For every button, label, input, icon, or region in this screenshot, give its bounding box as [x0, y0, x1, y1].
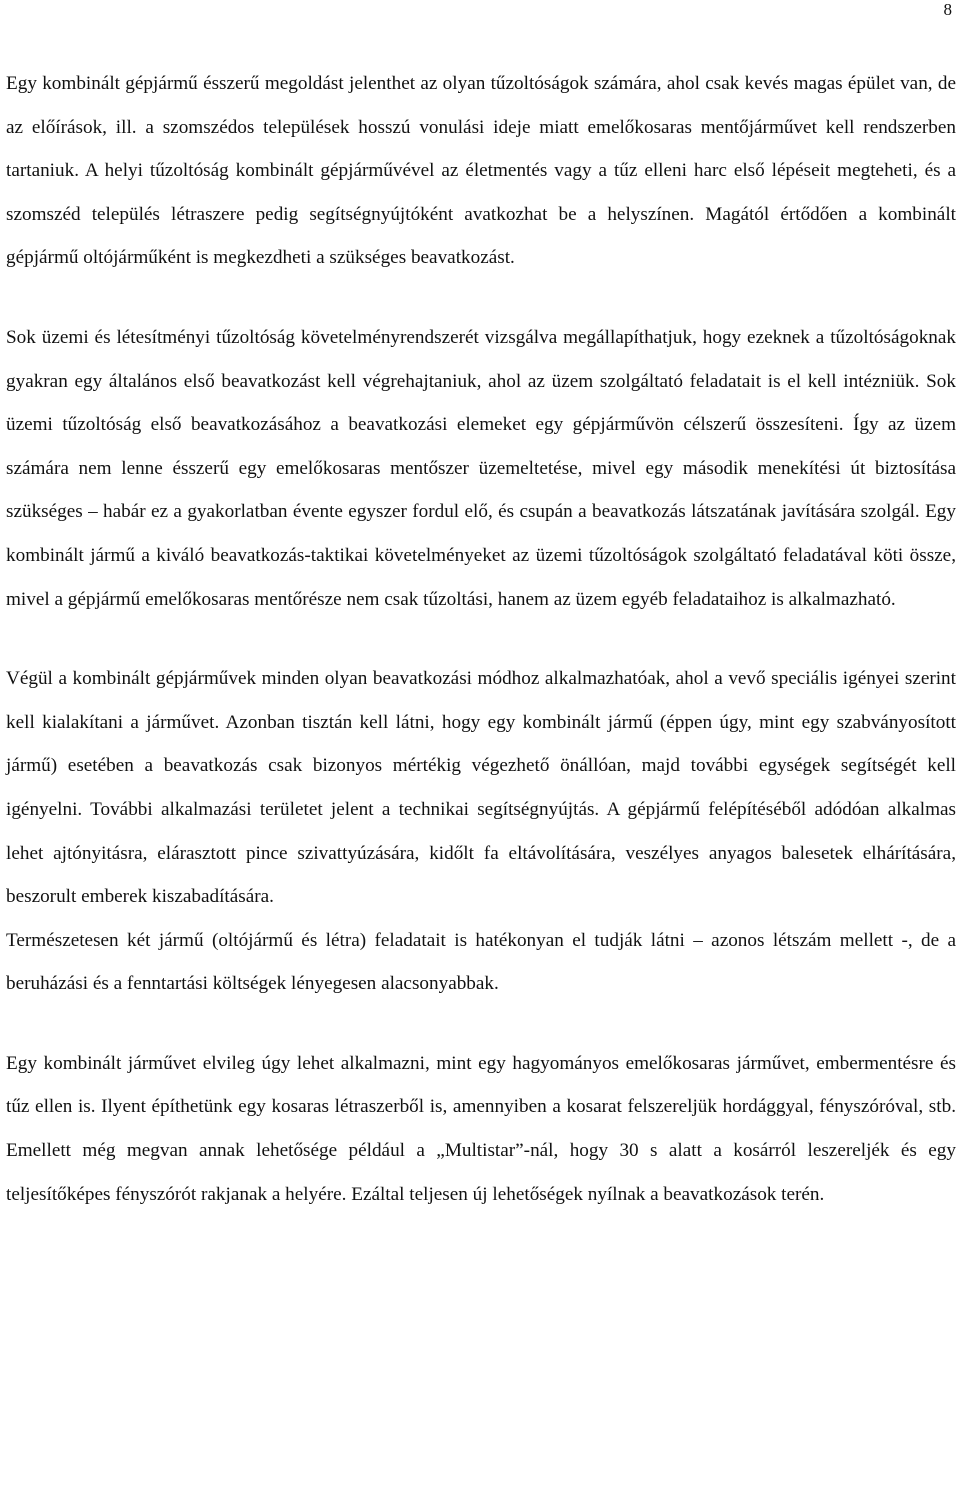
page-number: 8	[943, 0, 952, 19]
paragraph-industrial-fire-brigades: Sok üzemi és létesítményi tűzoltóság követelményrendszerét vizsgálva megállapíthatjuk, hogy ezeknek a tűzoltóságoknak gyakran egy általános első beavatkozást kell végrehajtaniuk, ahol az üzem szolgáltató feladatait is el kell intézniük. Sok üzemi tűzoltóság első beavatkozásához a beavatkozási elemeket egy gépjárművön célszerű összesíteni. Így az üzem számára nem lenne ésszerű egy emelőkosaras mentőszer üzemeltetése, mivel egy második menekítési út biztosítása szükséges – habár ez a gyakorlatban évente egyszer fordul elő, és csupán a beavatkozás látszatának javítására szolgál. Egy kombinált jármű a kiváló beavatkozás-taktikai követelményeket az üzemi tűzoltóságok szolgáltató feladatával köti össze, mivel a gépjármű emelőkosaras mentőrésze nem csak tűzoltási, hanem az üzem egyéb feladataihoz is alkalmazható.	[6, 326, 956, 610]
paragraph-combined-vehicle-small-stations: Egy kombinált gépjármű ésszerű megoldást jelenthet az olyan tűzoltóságok számára, ahol csak kevés magas épület van, de az előírások, ill. a szomszédos települések hosszú vonulási ideje miatt emelőkosaras mentőjárművet kell rendszerben tartaniuk. A helyi tűzoltóság kombinált gépjárművével az életmentés vagy a tűz elleni harc első lépéseit megteheti, és a szomszéd település létraszere pedig segítségnyújtóként avatkozhat be a helyszínen. Magától értődően a kombinált gépjármű oltójárműként is megkezdheti a szükséges beavatkozást.	[6, 73, 956, 269]
paragraph-cost-savings: Természetesen két jármű (oltójármű és létra) feladatait is hatékonyan el tudják látni – azonos létszám mellett -, de a beruházási és a fenntartási költségek lényegesen alacsonyabbak.	[6, 929, 956, 995]
paragraph-special-requirements: Végül a kombinált gépjárművek minden olyan beavatkozási módhoz alkalmazhatóak, ahol a vevő speciális igényei szerint kell kialakítani a járművet. Azonban tisztán kell látni, hogy egy kombinált jármű (éppen úgy, mint egy szabványosított jármű) esetében a beavatkozás csak bizonyos mértékig végezhető önállóan, majd további egységek segítségét kell igényelni. További alkalmazási területet jelent a technikai segítségnyújtás. A gépjármű felépítéséből adódóan alkalmas lehet ajtónyitásra, elárasztott pince szivattyúzására, kidőlt fa eltávolítására, veszélyes anyagos balesetek elhárítására, beszorult emberek kiszabadítására.	[6, 668, 956, 908]
document-body	[6, 62, 956, 1216]
paragraph-rescue-applications: Egy kombinált járművet elvileg úgy lehet alkalmazni, mint egy hagyományos emelőkosaras járművet, embermentésre és tűz ellen is. Ilyent építhetünk egy kosaras létraszerből is, amennyiben a kosarat felszereljük hordággyal, fényszóróval, stb. Emellett még megvan annak lehetősége például a „Multistar”-nál, hogy 30 s alatt a kosárról leszereljék és egy teljesítőképes fényszórót rakjanak a helyére. Ezáltal teljesen új lehetőségek nyílnak a beavatkozások terén.	[6, 1052, 956, 1205]
